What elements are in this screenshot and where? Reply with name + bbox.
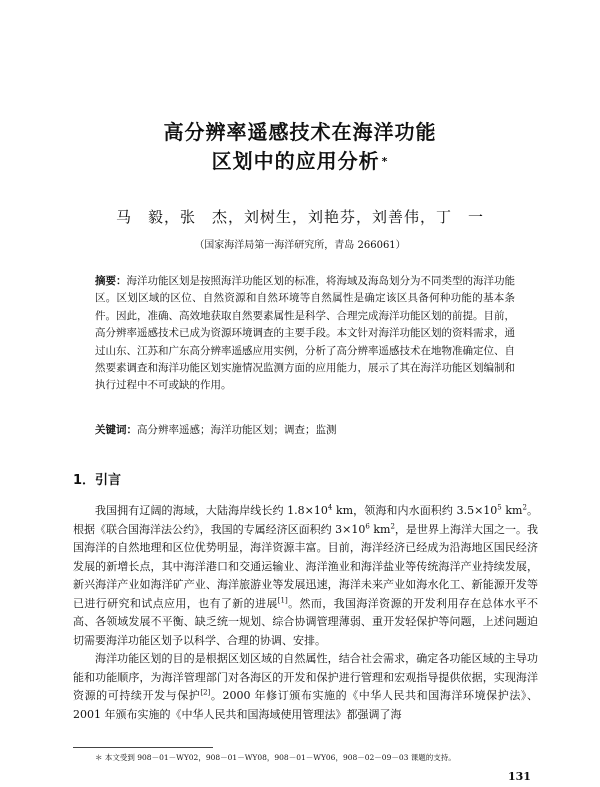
- title-line-1: 高分辨率遥感技术在海洋功能: [163, 120, 437, 144]
- page-title: [0, 118, 600, 176]
- citation-1: [1]: [277, 595, 288, 604]
- footnote: ＊ 本文受到 908－01－WY02，908－01－WY08，908－01－WY06，908－02－09－03 课题的支持。: [95, 753, 456, 762]
- abstract-label: 摘要：: [95, 275, 127, 287]
- keywords-label: 关键词：: [95, 424, 137, 436]
- paragraph-2: 海洋功能区划的目的是根据区划区域的自然属性，结合社会需求，确定各功能区域的主导功能和功能顺序，为海洋管理部门对各海区的开发和保护进行管理和宏观指导提供依据，实现海洋资源的可持续开发与保护[2]。2000 年修订颁布实施的《中华人民共和国海洋环境保护法》、2001 年颁布实施的《中华人民共和国海域使用管理法》都强调了海: [73, 652, 538, 721]
- abstract-text: 海洋功能区划是按照海洋功能区划的标准，将海域及海岛划分为不同类型的海洋功能区。区划区域的区位、自然资源和自然环境等自然属性是确定该区具备何种功能的基本条件。因此，准确、高效地获取自然要素属性是科学、合理完成海洋功能区划的前提。目前，高分辨率遥感技术已成为资源环境调查的主要手段。本文针对海洋功能区划的资料需求，通过山东、江苏和广东高分辨率遥感应用实例，分析了高分辨率遥感技术在地物准确定位、自然要素调查和海洋功能区划实施情况监测方面的应用能力，展示了其在海洋功能区划编制和执行过程中不可或缺的作用。: [95, 275, 515, 392]
- body-text: [73, 502, 538, 724]
- page-number: 131: [508, 770, 531, 783]
- affiliation: （国家海洋局第一海洋研究所，青岛 266061）: [194, 240, 406, 251]
- author-list: 马 毅，张 杰，刘树生，刘艳芬，刘善伟，丁 一: [115, 208, 484, 226]
- title-footnote-mark: *: [381, 155, 389, 168]
- section-heading-introduction: 1．引言: [73, 473, 122, 488]
- keywords-text: 高分辨率遥感；海洋功能区划；调查；监测: [137, 424, 337, 436]
- abstract: [95, 273, 515, 395]
- citation-2: [2]: [200, 688, 211, 697]
- footnote-divider: [73, 747, 213, 748]
- paragraph-1: 我国拥有辽阔的海域，大陆海岸线长约 $1.8\times 10^4$ km，领海和内水面积约 $3.5\times 10^5$ $km^2$。根据《联合国海洋法公约》，我国的专属经济区面积约 $3\times 10^6$ $km^2$，是世界上海洋大国之一。我国海洋的自然地理和区位优势明显，海洋资源丰富。目前，海洋经济已经成为沿海地区国民经济发展的新增长点，其中海洋港口和交通运输业、海洋渔业和海洋盐业等传统海洋产业持续发展，新兴海洋产业如海洋矿产业、海洋旅游业等发展迅速，海洋未来产业如海水化工、新能源开发等已进行研究和试点应用，也有了新的进展[1]。然而，我国海洋资源的开发利用存在总体水平不高、各领域发展不平衡、缺乏统一规划、综合协调管理薄弱、重开发轻保护等问题，上述问题迫切需要海洋功能区划予以科学、合理的协调、安排。: [73, 503, 539, 647]
- title-line-2: 区划中的应用分析 *: [211, 149, 389, 173]
- keywords: [95, 422, 515, 439]
